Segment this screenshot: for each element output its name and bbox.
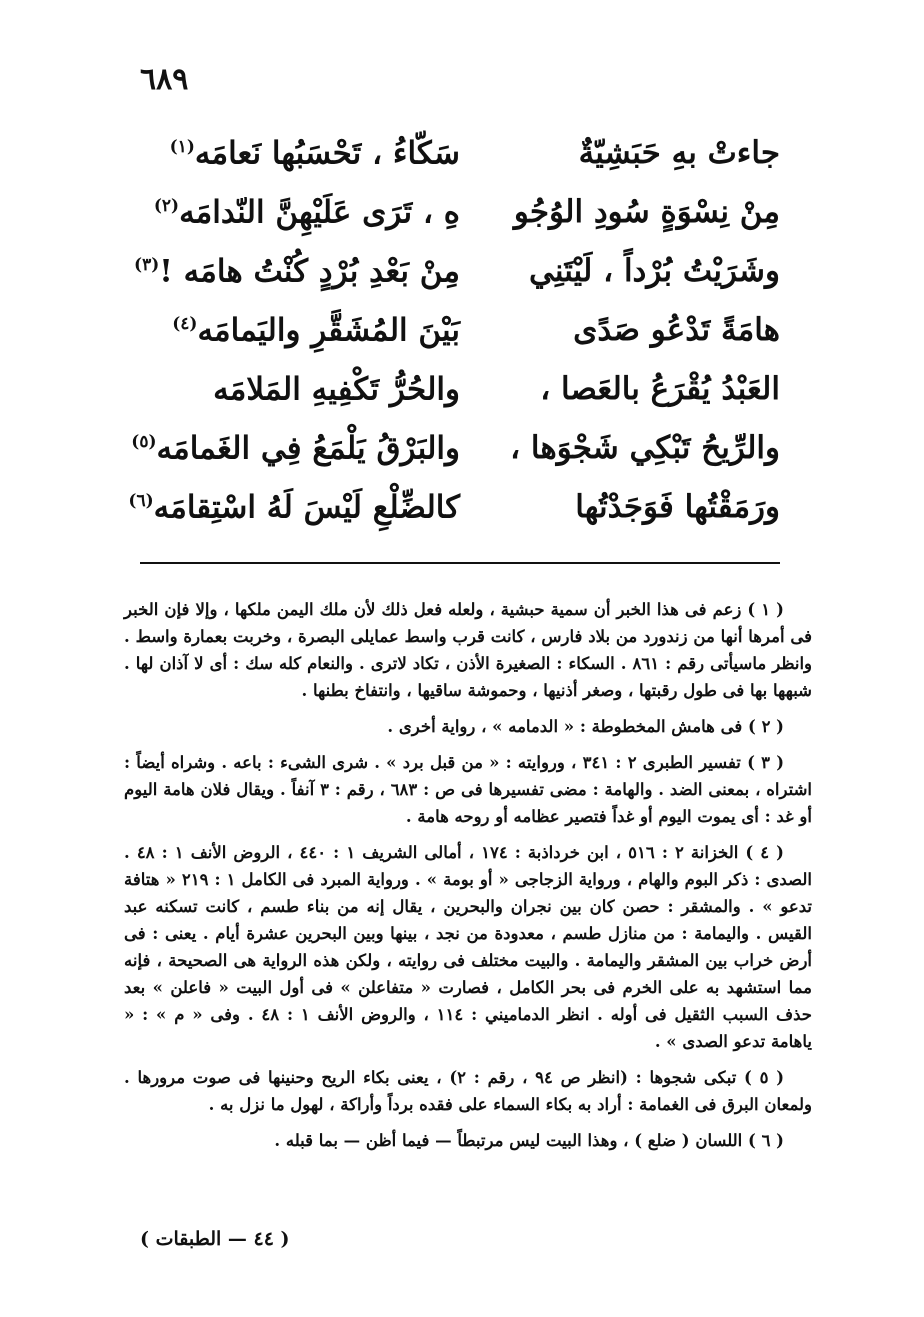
footnote-reference: (٤) [172, 314, 198, 334]
footnote: ( ٦ ) اللسان ( ضلع ) ، وهذا البيت ليس مرتبطاً — فيما أظن — بما قبله . [274, 1131, 784, 1150]
footnote-reference: (٥) [131, 432, 157, 452]
footnote: ( ١ ) زعم فى هذا الخبر أن سمية حبشية ، ولعله فعل ذلك لأن ملك اليمن ملكها ، وإلا فإن الخبر فى أمرها أنها من زندورد من بلاد فارس ، كانت قرب واسط عمايلى البصرة ، وخربت بعمارة واسط . وانظر ماسيأتى رقم : ٨٦١ . السكاء : الصغيرة الأذن ، تكاد لاترى . والنعام كله سك : أى لا آذان لها . شبهها بها فى طول رقبتها ، وصغر أذنيها ، وحموشة ساقيها ، وانتفاخ بطنها . [124, 600, 812, 700]
verse-second-text: بَيْنَ المُشَقَّرِ واليَمامَه [197, 312, 460, 349]
page-number: ٦٨٩ [140, 62, 189, 97]
poem-verse [140, 118, 780, 177]
footnote-reference: (٣) [134, 255, 160, 275]
footnote: ( ٤ ) الخزانة ٢ : ٥١٦ ، ابن خرداذبة : ١٧٤ ، أمالى الشريف ١ : ٤٤٠ ، الروض الأنف ١ : ٤٨ . الصدى : ذكر البوم والهام ، ورواية الزجاجى « أو بومة » . ورواية المبرد فى الكامل ١ : ٢١٩ « هتافة تدعو » . والمشقر : حصن كان بين نجران والبحرين ، يقال إنه من بناء طسم ، كانت تسكنه عبد القيس . واليمامة : من منازل طسم ، معدودة من نجد ، بينها وبين البحرين عشرة أيام . يعنى : فى أرض خراب بين المشقر واليمامة . والبيت مختلف فى روايته ، ولكن هذه الرواية هى الصحيحة ، فإنه مما استشهد به على الخرم فى بحر الكامل ، فصارت « متفاعلن » فى أول البيت « فاعلن » بعد حذف السبب الثقيل فى أوله . انظر الدماميني : ١١٤ ، والروض الأنف ١ : ٤٨ . وفى « م » : « ياهامة تدعو الصدى » . [124, 843, 812, 1051]
poem-verse [131, 413, 780, 472]
verse-second-text: مِنْ بَعْدِ بُرْدٍ كُنْتُ هامَه ! [159, 253, 460, 290]
poem-verse [140, 354, 780, 413]
poem-verse [134, 236, 780, 295]
footnote: ( ٣ ) تفسير الطبرى ٢ : ٣٤١ ، وروايته : « من قبل برد » . شرى الشىء : باعه . وشراه أيضاً : اشتراه ، بمعنى الضد . والهامة : مضى تفسيرها فى ص : ٦٨٣ ، رقم : ٣ آنفاً . ويقال فلان هامة اليوم أو غد : أى يموت اليوم أو غداً فتصير عظامه أو روحه هامة . [124, 753, 812, 826]
footnote: ( ٢ ) فى هامش المخطوطة : « الدمامه » ، رواية أخرى . [387, 717, 784, 736]
verse-second-hemistich [140, 118, 460, 183]
verse-second-hemistich [134, 236, 460, 301]
verse-first-hemistich: ورَمَقْتُها فَوَجَدْتُها [575, 489, 780, 526]
footnotes [124, 596, 812, 1163]
verse-first-hemistich: العَبْدُ يُقْرَعُ بالعَصا ، [540, 371, 780, 408]
signature-mark: ( ٤٤ — الطبقات ) [140, 1228, 290, 1250]
verse-second-text: والبَرْقُ يَلْمَعُ فِي الغَمامَه [156, 430, 460, 467]
footnote-reference: (٦) [128, 491, 154, 511]
verse-second-hemistich [140, 295, 460, 360]
poem-verse [140, 295, 780, 354]
verse-second-hemistich [128, 472, 460, 537]
footnote-reference: (٢) [153, 196, 180, 216]
verse-second-hemistich [131, 413, 460, 478]
verse-second-text: والحُرُّ تَكْفِيهِ المَلامَه [213, 371, 460, 408]
verse-second-text: هِ ، تَرَى عَلَيْهِنَّ النّدامَه [179, 194, 460, 231]
verse-first-hemistich: مِنْ نِسْوَةٍ سُودِ الوُجُو [513, 194, 780, 231]
verse-second-hemistich [140, 177, 460, 242]
footnote-separator [140, 562, 780, 564]
verse-second-hemistich [140, 354, 460, 419]
verse-second-text: سَكّاءُ ، تَحْسَبُها نَعامَه [194, 135, 460, 172]
poem-verse [140, 177, 780, 236]
verse-first-hemistich: هامَةً تَدْعُو صَدًى [573, 312, 780, 349]
footnote: ( ٥ ) تبكى شجوها : (انظر ص ٩٤ ، رقم : ٢) ، يعنى بكاء الريح وحنينها فى صوت مرورها . ولمعان البرق فى الغمامة : أراد به بكاء السماء على فقده برداً وأراكة ، لهول ما نزل به . [124, 1068, 812, 1114]
footnote-reference: (١) [169, 137, 195, 157]
poem-verse [128, 472, 780, 531]
poem [128, 118, 780, 531]
verse-second-text: كالضِّلْعِ لَيْسَ لَهُ اسْتِقامَه [153, 489, 460, 526]
verse-first-hemistich: والرِّيحُ تَبْكِي شَجْوَها ، [510, 430, 780, 467]
verse-first-hemistich: وشَرَيْتُ بُرْداً ، لَيْتَنِي [529, 253, 780, 290]
verse-first-hemistich: جاءتْ بهِ حَبَشِيّةٌ [578, 135, 780, 172]
